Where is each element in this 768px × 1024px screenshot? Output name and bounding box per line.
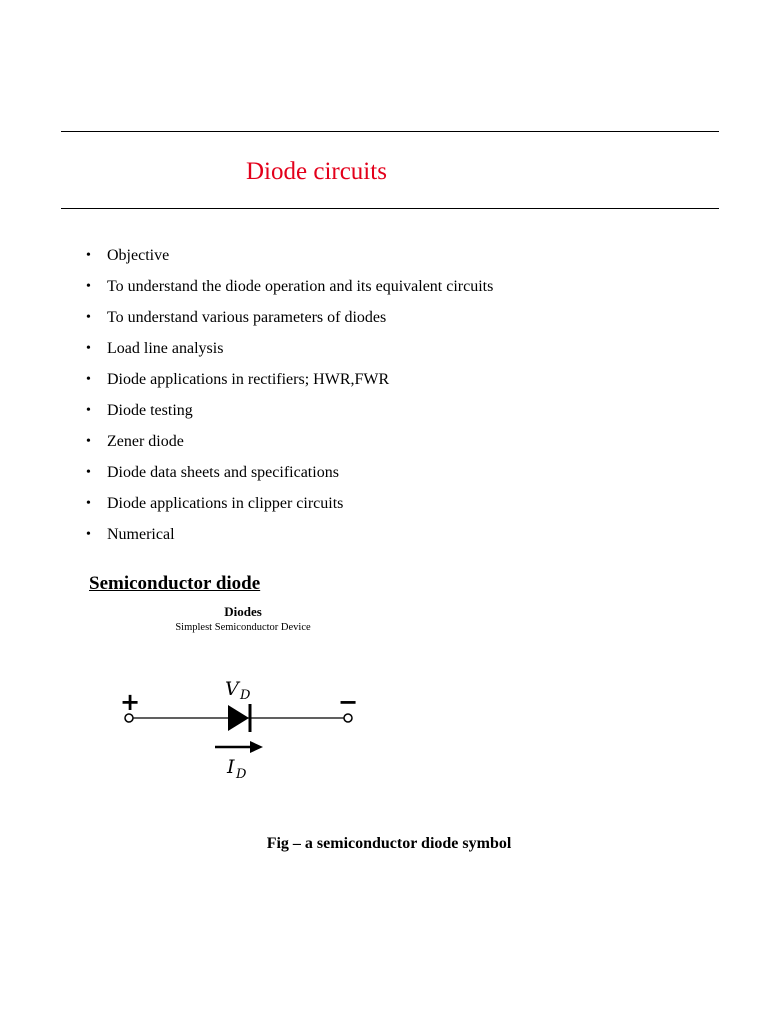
voltage-subscript: D <box>240 688 251 703</box>
current-label: I <box>227 756 235 778</box>
current-arrow-icon <box>250 741 263 753</box>
list-item-text: Diode data sheets and specifications <box>107 464 339 482</box>
diode-symbol-diagram <box>110 668 370 788</box>
list-item-text: Objective <box>107 246 170 264</box>
list-item <box>86 333 493 364</box>
list-item <box>86 240 493 271</box>
list-item <box>86 489 493 520</box>
list-item-text: Zener diode <box>107 433 184 451</box>
section-heading: Semiconductor diode <box>89 573 261 594</box>
bullet-icon: • <box>86 434 91 450</box>
bullet-icon: • <box>86 278 91 294</box>
figure-title: Diodes <box>224 604 262 619</box>
list-item-text: To understand the diode operation and its equivalent circuits <box>107 277 494 295</box>
bullet-icon: • <box>86 247 91 263</box>
diode-triangle-icon <box>228 705 249 731</box>
list-item <box>86 395 493 426</box>
list-item-text: To understand various parameters of diodes <box>107 308 387 326</box>
list-item <box>86 302 493 333</box>
bullet-icon: • <box>86 527 91 543</box>
top-divider <box>61 131 719 132</box>
list-item-text: Diode applications in clipper circuits <box>107 495 344 513</box>
current-subscript: D <box>236 767 247 782</box>
bullet-icon: • <box>86 403 91 419</box>
list-item-text: Load line analysis <box>107 339 224 357</box>
bullet-icon: • <box>86 465 91 481</box>
minus-sign: − <box>337 688 359 716</box>
bullet-icon: • <box>86 309 91 325</box>
list-item <box>86 364 493 395</box>
bullet-icon: • <box>86 340 91 356</box>
document-title: Diode circuits <box>246 158 387 185</box>
list-item <box>86 271 493 302</box>
figure-subtitle: Simplest Semiconductor Device <box>175 622 311 633</box>
list-item <box>86 520 493 551</box>
bullet-icon: • <box>86 371 91 387</box>
list-item <box>86 458 493 489</box>
list-item-text: Numerical <box>107 526 175 544</box>
plus-sign: + <box>119 688 141 716</box>
figure-caption: Fig – a semiconductor diode symbol <box>266 835 512 852</box>
voltage-label: V <box>225 678 239 700</box>
list-item-text: Diode applications in rectifiers; HWR,FWR <box>107 370 390 388</box>
list-item-text: Diode testing <box>107 402 193 420</box>
list-item <box>86 427 493 458</box>
bottom-divider <box>61 208 719 209</box>
bullet-icon: • <box>86 496 91 512</box>
objectives-list <box>86 240 493 551</box>
